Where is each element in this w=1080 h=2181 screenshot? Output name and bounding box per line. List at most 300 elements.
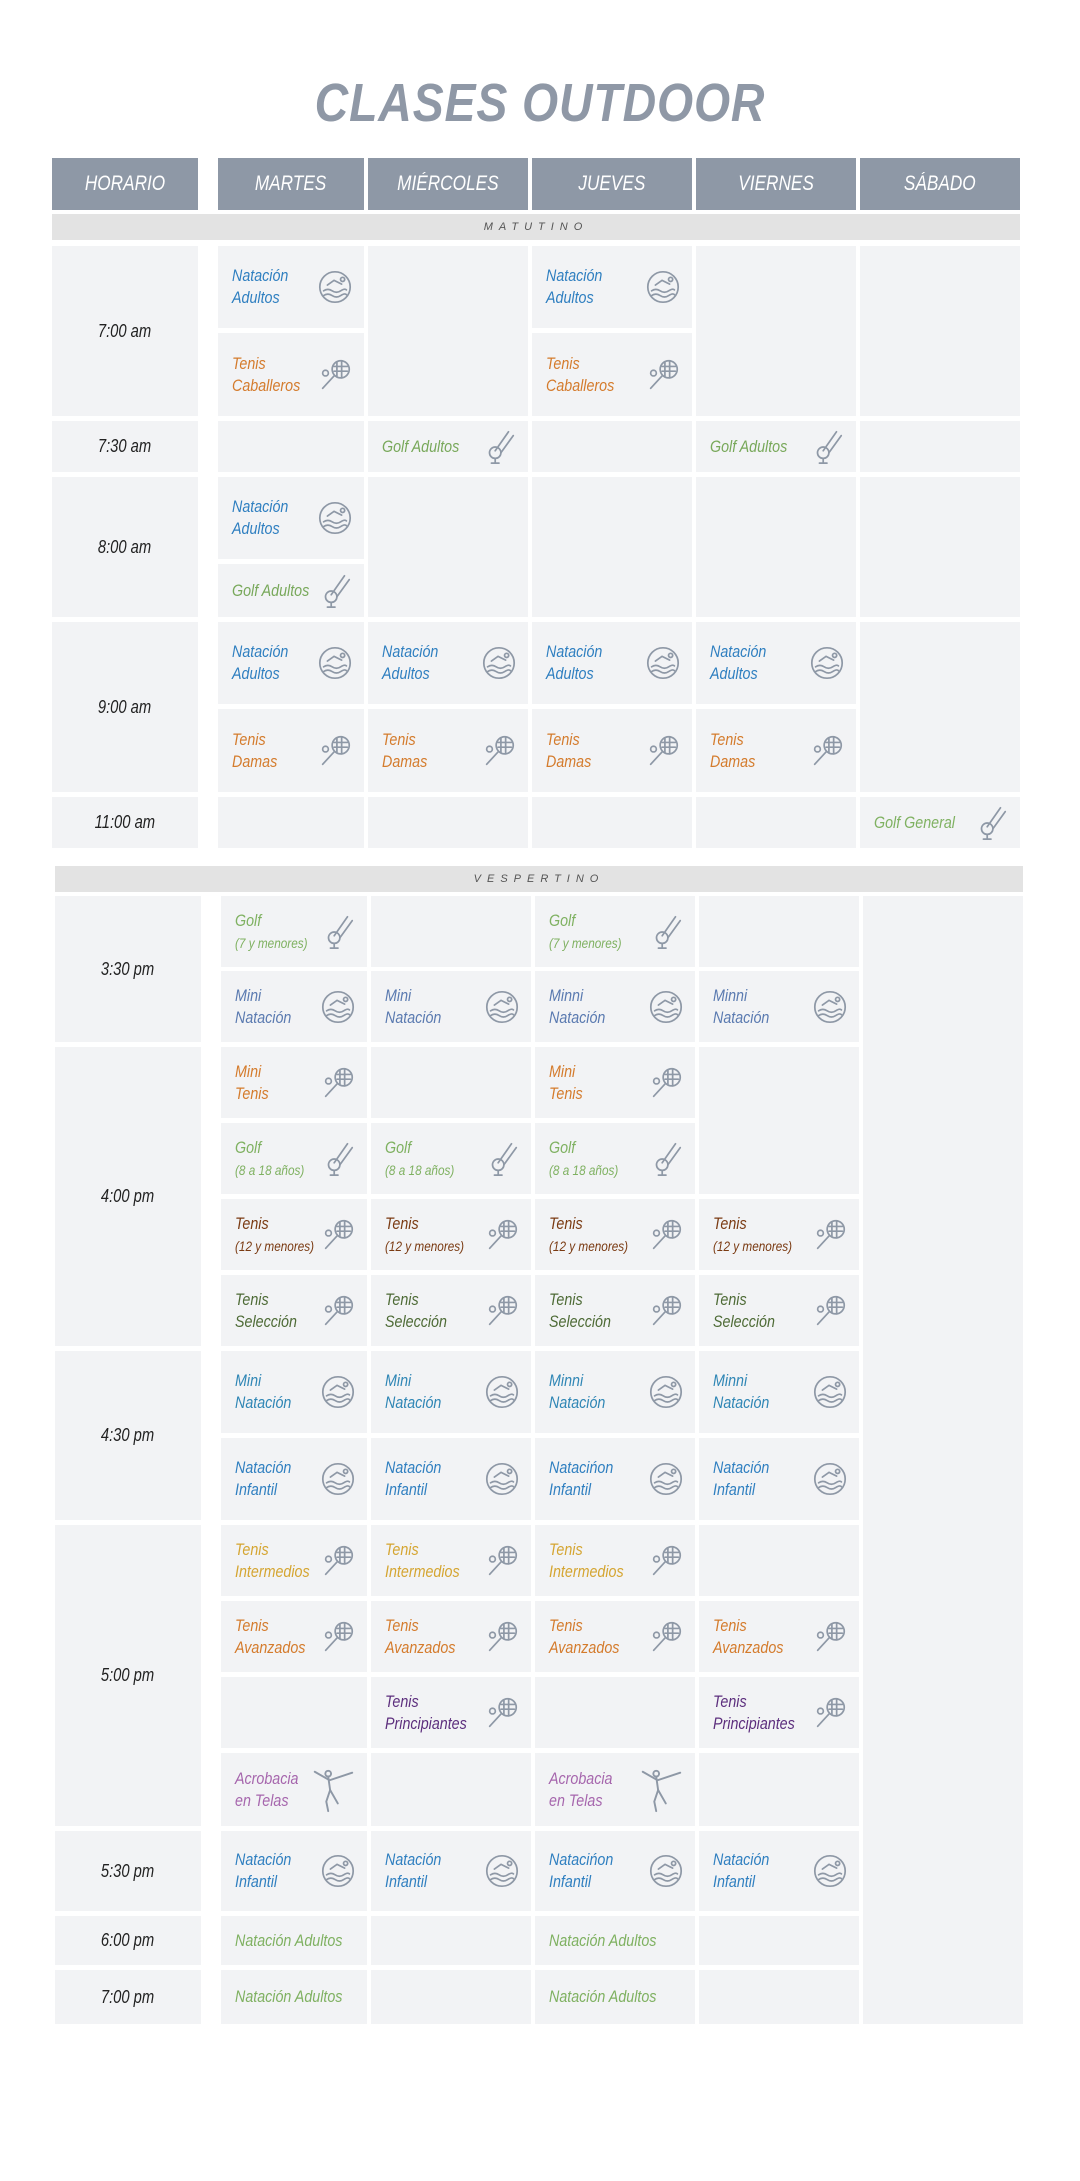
class-line: Mini (235, 1061, 262, 1081)
class-line: Tenis (382, 729, 416, 749)
class-name (235, 1539, 310, 1583)
class-line: Natacińon (549, 1458, 614, 1477)
class-line: Natación (546, 266, 603, 285)
swim-icon (319, 1852, 357, 1890)
class-cell (218, 622, 364, 704)
class-name (713, 1370, 769, 1414)
swim-icon (811, 988, 849, 1026)
golf-icon (316, 572, 354, 610)
class-cell (535, 1351, 695, 1433)
schedule-cell (368, 477, 528, 617)
schedule-cell (371, 1047, 531, 1118)
tennis-icon (319, 1542, 357, 1580)
class-line: Caballeros (546, 375, 615, 395)
time-cell (55, 1831, 201, 1911)
class-name (546, 353, 614, 397)
class-line: Minni (549, 985, 584, 1005)
tennis-icon (319, 1216, 357, 1254)
schedule-cell (371, 1916, 531, 1965)
band-matutino: MATUTINO (52, 214, 1020, 240)
tennis-icon (319, 1064, 357, 1102)
swim-icon (811, 1373, 849, 1411)
class-line: Natación (235, 1393, 292, 1412)
header-sabado: SÁBADO (860, 158, 1020, 210)
time-label: 7:00 am (98, 320, 152, 341)
class-line: Avanzados (549, 1637, 620, 1657)
class-line: Tenis (385, 1615, 419, 1635)
class-name (546, 729, 591, 773)
tennis-icon (480, 732, 518, 770)
class-cell (535, 1199, 695, 1270)
class-cell (371, 1601, 531, 1672)
tennis-icon (647, 1292, 685, 1330)
class-name (235, 1370, 291, 1414)
time-label: 6:00 pm (101, 1930, 155, 1950)
time-cell (55, 1916, 201, 1965)
time-cell (52, 477, 198, 617)
class-line: Tenis (232, 353, 266, 373)
schedule-cell (860, 421, 1020, 472)
time-label: 4:00 pm (101, 1186, 155, 1206)
class-cell (535, 1831, 695, 1911)
class-name (385, 1289, 447, 1333)
swim-icon (483, 1852, 521, 1890)
class-line: Selección (713, 1311, 775, 1331)
class-line: Tenis (710, 729, 744, 749)
header-miercoles: MIÉRCOLES (368, 158, 528, 210)
class-name (385, 985, 441, 1029)
class-line: Tenis (549, 1539, 583, 1559)
swim-icon (319, 988, 357, 1026)
golf-icon (480, 428, 518, 466)
tennis-icon (644, 732, 682, 770)
class-name: Natación Adultos (235, 1930, 343, 1950)
class-cell (371, 1438, 531, 1520)
class-line: Tenis (385, 1691, 419, 1711)
class-name (713, 1457, 769, 1501)
class-line: Natación (235, 1458, 292, 1477)
class-line: Natación (546, 642, 603, 661)
class-cell (221, 1351, 367, 1433)
class-name (235, 1457, 291, 1501)
class-cell (218, 477, 364, 559)
swim-icon (644, 644, 682, 682)
class-name (710, 641, 766, 685)
class-line: Natación (385, 1007, 442, 1027)
class-line: Natación (713, 1458, 770, 1477)
class-line: Natación (382, 642, 439, 661)
class-cell (535, 1438, 695, 1520)
time-cell (55, 1970, 201, 2024)
class-line: Infantil (235, 1872, 278, 1891)
time-label: 11:00 am (94, 812, 156, 832)
class-cell (221, 1123, 367, 1194)
class-cell (699, 1601, 859, 1672)
class-name: Natación Adultos (549, 1987, 657, 2006)
class-line: Adultos (546, 664, 594, 683)
class-cell (221, 971, 367, 1042)
class-line: (12 y menores) (235, 1237, 315, 1254)
class-cell (699, 1677, 859, 1748)
class-cell (221, 1199, 367, 1270)
class-cell (221, 1753, 367, 1826)
class-cell (696, 421, 856, 472)
tennis-icon (483, 1694, 521, 1732)
class-cell (221, 1916, 367, 1965)
class-cell (535, 1601, 695, 1672)
class-name (235, 1289, 297, 1333)
class-cell (696, 709, 856, 792)
tennis-icon (811, 1292, 849, 1330)
class-name (382, 641, 438, 685)
class-line: Avanzados (235, 1637, 306, 1657)
schedule-cell (860, 622, 1020, 792)
class-cell (699, 1199, 859, 1270)
class-name (549, 1213, 628, 1257)
class-line: Mini (549, 1061, 576, 1081)
class-cell (221, 1047, 367, 1118)
class-cell (221, 1831, 367, 1911)
time-cell (55, 1047, 201, 1346)
schedule-cell (532, 421, 692, 472)
class-cell (371, 1677, 531, 1748)
tennis-icon (483, 1542, 521, 1580)
class-line: Tenis (232, 729, 266, 749)
swim-icon (647, 1460, 685, 1498)
schedule-cell (218, 421, 364, 472)
time-label: 5:00 pm (101, 1665, 155, 1685)
class-name (549, 1539, 624, 1583)
swim-icon (647, 1373, 685, 1411)
class-name (232, 729, 277, 773)
class-name (385, 1213, 464, 1257)
tennis-icon (316, 732, 354, 770)
class-name (713, 1615, 783, 1659)
class-cell (532, 333, 692, 416)
golf-icon (647, 1140, 685, 1178)
header-horario: HORARIO (52, 158, 198, 210)
class-cell (532, 246, 692, 328)
saturday-empty (863, 896, 1023, 2024)
class-line: Adultos (232, 519, 280, 538)
golf-icon (483, 1140, 521, 1178)
class-line: Tenis (549, 1289, 583, 1309)
time-cell (55, 1351, 201, 1520)
time-label: 7:30 am (98, 436, 152, 456)
time-cell (52, 797, 198, 848)
class-cell (371, 971, 531, 1042)
tennis-icon (647, 1618, 685, 1656)
class-line: Natación (713, 1007, 770, 1027)
class-line: Natacińon (549, 1850, 614, 1869)
swim-icon (316, 644, 354, 682)
class-name (385, 1615, 455, 1659)
header-viernes: VIERNES (696, 158, 856, 210)
time-cell (52, 421, 198, 472)
class-name (713, 985, 769, 1029)
class-line: Tenis (546, 353, 580, 373)
class-cell (860, 797, 1020, 848)
class-line: Tenis (713, 1691, 747, 1711)
schedule-cell (699, 1047, 859, 1194)
class-name (710, 729, 755, 773)
class-cell (699, 1438, 859, 1520)
class-cell (532, 622, 692, 704)
class-name (385, 1457, 441, 1501)
class-line: Golf (235, 910, 262, 930)
schedule-cell (699, 896, 859, 967)
class-cell (535, 1047, 695, 1118)
class-cell (221, 1438, 367, 1520)
class-cell (218, 564, 364, 617)
class-cell (535, 896, 695, 967)
golf-icon (972, 804, 1010, 842)
class-cell (371, 1123, 531, 1194)
schedule-cell (532, 797, 692, 848)
class-line: Natación (235, 1850, 292, 1869)
class-line: Tenis (713, 1289, 747, 1309)
golf-icon (319, 1140, 357, 1178)
time-label: 9:00 am (98, 696, 152, 717)
class-name (549, 985, 605, 1029)
class-line: Golf (549, 1137, 576, 1157)
class-name (232, 353, 300, 397)
class-cell (699, 1831, 859, 1911)
class-line: Infantil (385, 1872, 428, 1891)
time-cell (52, 246, 198, 416)
class-line: Infantil (713, 1480, 756, 1499)
class-cell (699, 971, 859, 1042)
class-line: Mini (235, 1371, 262, 1390)
class-line: Damas (232, 751, 278, 771)
class-name (549, 1615, 619, 1659)
class-line: Infantil (549, 1872, 592, 1891)
class-line: Natación (232, 497, 289, 516)
schedule-cell (371, 1970, 531, 2024)
class-name (713, 1213, 792, 1257)
class-line: Tenis (549, 1615, 583, 1635)
swim-icon (647, 988, 685, 1026)
class-line: Avanzados (713, 1637, 784, 1657)
class-line: Acrobacia (549, 1768, 613, 1788)
class-cell (368, 622, 528, 704)
class-line: Selección (385, 1311, 447, 1331)
class-line: Infantil (549, 1480, 592, 1499)
class-line: Selección (235, 1311, 297, 1331)
class-name (232, 265, 288, 309)
tennis-icon (483, 1292, 521, 1330)
time-label: 4:30 pm (101, 1425, 155, 1445)
class-line: Natación (232, 642, 289, 661)
class-name (385, 1370, 441, 1414)
class-line: Minni (713, 985, 748, 1005)
class-cell (535, 1525, 695, 1596)
class-name (385, 1849, 441, 1893)
class-name: Golf General (874, 812, 955, 832)
class-line: Principiantes (713, 1713, 795, 1733)
class-name: Golf Adultos (710, 436, 788, 456)
class-line: Avanzados (385, 1637, 456, 1657)
golf-icon (808, 428, 846, 466)
class-line: Tenis (549, 1083, 583, 1103)
class-line: Infantil (235, 1480, 278, 1499)
time-cell (52, 622, 198, 792)
class-line: Natación (549, 1393, 606, 1412)
class-name (549, 1457, 613, 1501)
schedule-cell (699, 1753, 859, 1826)
class-name (549, 1370, 605, 1414)
class-name (235, 985, 291, 1029)
schedule-cell (371, 896, 531, 967)
class-name: Natación Adultos (549, 1930, 657, 1950)
class-cell (535, 1275, 695, 1346)
class-cell (532, 709, 692, 792)
swim-icon (647, 1852, 685, 1890)
class-line: Infantil (385, 1480, 428, 1499)
class-line: Intermedios (385, 1561, 460, 1581)
class-name (549, 1061, 583, 1105)
class-name (385, 1137, 454, 1181)
class-cell (535, 1970, 695, 2024)
class-line: Tenis (385, 1539, 419, 1559)
header-jueves: JUEVES (532, 158, 692, 210)
class-line: en Telas (235, 1790, 289, 1810)
acrobat-icon (309, 1766, 357, 1814)
class-line: Golf (549, 910, 576, 930)
tennis-icon (483, 1216, 521, 1254)
class-line: Adultos (546, 288, 594, 307)
class-line: Principiantes (385, 1713, 467, 1733)
class-cell (371, 1525, 531, 1596)
class-line: Tenis (549, 1213, 583, 1233)
class-line: Adultos (232, 664, 280, 683)
class-line: (8 a 18 años) (549, 1161, 619, 1178)
class-line: Minni (549, 1371, 584, 1390)
class-name (235, 1615, 305, 1659)
class-line: Natación (713, 1850, 770, 1869)
class-cell (221, 1525, 367, 1596)
class-line: Infantil (713, 1872, 756, 1891)
class-line: Tenis (235, 1615, 269, 1635)
class-name (713, 1289, 775, 1333)
class-line: Tenis (385, 1213, 419, 1233)
golf-icon (319, 913, 357, 951)
time-label: 3:30 pm (101, 958, 155, 979)
class-line: Natación (232, 266, 289, 285)
class-line: Mini (385, 985, 412, 1005)
class-line: (12 y menores) (549, 1237, 629, 1254)
schedule-cell (696, 477, 856, 617)
class-line: Intermedios (549, 1561, 624, 1581)
class-line: (7 y menores) (235, 934, 308, 951)
swim-icon (808, 644, 846, 682)
schedule-cell (532, 477, 692, 617)
class-cell (221, 896, 367, 967)
schedule-cell (699, 1525, 859, 1596)
class-name (385, 1539, 460, 1583)
class-line: Natación (713, 1393, 770, 1412)
class-line: Mini (235, 985, 262, 1005)
class-name (385, 1691, 467, 1735)
class-line: Damas (710, 751, 756, 771)
class-line: Damas (382, 751, 428, 771)
class-line: Natación (549, 1007, 606, 1027)
class-name (382, 729, 427, 773)
class-line: Acrobacia (235, 1768, 299, 1788)
time-label: 7:00 pm (101, 1986, 155, 2007)
class-line: Tenis (713, 1213, 747, 1233)
class-name (235, 910, 308, 954)
band-vespertino: VESPERTINO (55, 866, 1023, 892)
class-name (549, 1768, 613, 1812)
class-name (235, 1137, 304, 1181)
swim-icon (319, 1373, 357, 1411)
schedule-cell (221, 1677, 367, 1748)
class-cell (368, 709, 528, 792)
page-title: CLASES OUTDOOR (314, 73, 766, 133)
class-name: Golf Adultos (382, 436, 460, 456)
tennis-icon (644, 356, 682, 394)
class-cell (371, 1275, 531, 1346)
class-cell (535, 1123, 695, 1194)
acrobat-icon (637, 1766, 685, 1814)
tennis-icon (319, 1618, 357, 1656)
tennis-icon (811, 1216, 849, 1254)
class-cell (218, 246, 364, 328)
schedule-cell (535, 1677, 695, 1748)
class-line: (7 y menores) (549, 934, 622, 951)
swim-icon (644, 268, 682, 306)
class-cell (221, 1970, 367, 2024)
class-line: Intermedios (235, 1561, 310, 1581)
class-name (235, 1213, 314, 1257)
class-line: (12 y menores) (385, 1237, 465, 1254)
class-line: Tenis (713, 1615, 747, 1635)
class-line: Minni (713, 1371, 748, 1390)
class-line: Natación (385, 1393, 442, 1412)
swim-icon (811, 1852, 849, 1890)
golf-icon (647, 913, 685, 951)
tennis-icon (811, 1694, 849, 1732)
class-cell (371, 1831, 531, 1911)
class-name (235, 1061, 269, 1105)
class-line: Tenis (235, 1289, 269, 1309)
class-cell (371, 1351, 531, 1433)
class-name: Natación Adultos (235, 1987, 343, 2006)
schedule-cell (860, 477, 1020, 617)
class-cell (699, 1351, 859, 1433)
schedule-cell (696, 797, 856, 848)
class-cell (696, 622, 856, 704)
class-line: (8 a 18 años) (235, 1161, 305, 1178)
class-name (713, 1849, 769, 1893)
swim-icon (319, 1460, 357, 1498)
class-line: Adultos (232, 288, 280, 307)
class-name: Golf Adultos (232, 580, 310, 600)
swim-icon (316, 499, 354, 537)
class-name (235, 1849, 291, 1893)
class-line: Natación (710, 642, 767, 661)
class-line: Golf (385, 1137, 412, 1157)
class-line: Tenis (385, 1289, 419, 1309)
class-line: Tenis (235, 1213, 269, 1233)
tennis-icon (647, 1542, 685, 1580)
class-line: Golf (235, 1137, 262, 1157)
class-line: Mini (385, 1371, 412, 1390)
schedule-cell (371, 1753, 531, 1826)
tennis-icon (319, 1292, 357, 1330)
class-cell (535, 971, 695, 1042)
